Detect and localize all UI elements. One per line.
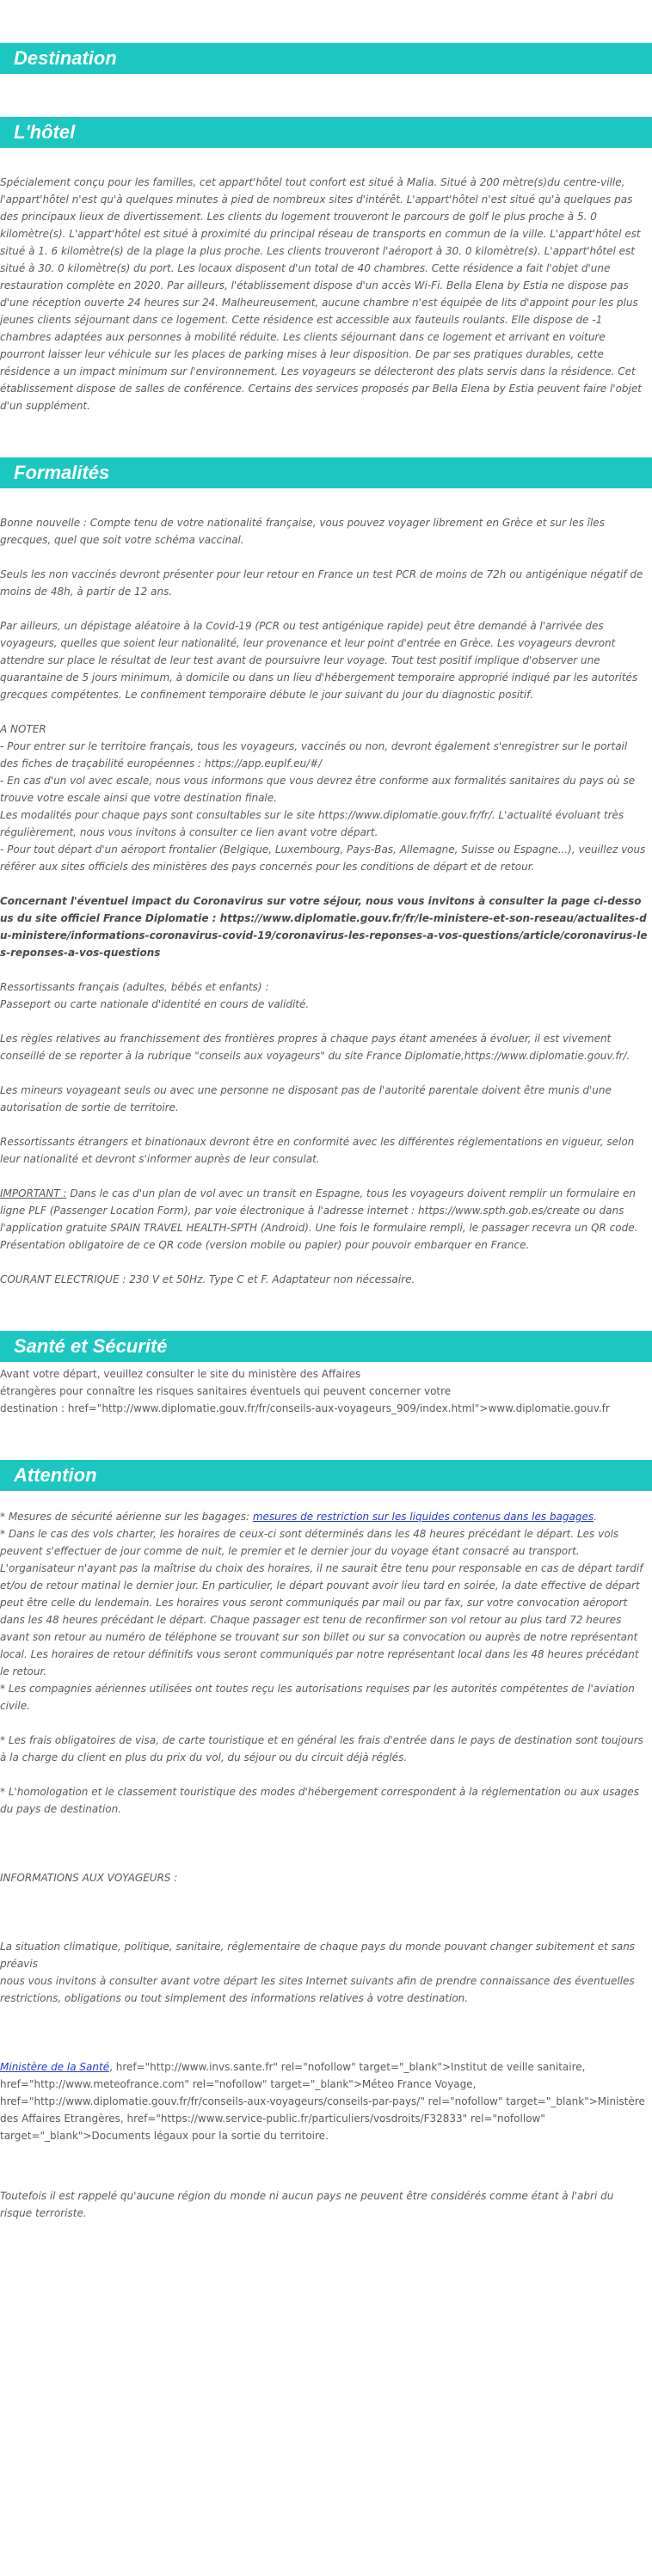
note-item: - En cas d'un vol avec escale, nous vous informons que vous devrez être conforme aux formalités sanitaires du pays où se trouve votre escale ainsi que votre destination finale. [0, 775, 636, 804]
note-item: - Pour tout départ d'un aéroport frontalier (Belgique, Luxembourg, Pays-Bas, Allemagne, Suisse ou Espagne...), veuillez vous référer aux sites officiels des ministères des pays concernés pour les conditions de départ et de retour. [0, 843, 646, 873]
hotel-description-text: Spécialement conçu pour les familles, cet appart'hôtel tout confort est situé à Malia. Situé à 200 mètre(s)du centre-ville, l'appart'hôtel n'est qu'à quelques minutes à pied de nombreux sites d'intérêt. L'appart'hôtel n'est situé qu'à quelques pas des principaux lieux de divertissement. Les clients du logement trouveront le parcours de golf le plus proche à 5. 0 kilomètre(s). L'appart'hôtel est situé à proximité du principal réseau de transports en commun de la ville. L'appart'hôtel est situé à 1. 6 kilomètre(s) de la plage la plus proche. Les clients trouveront l'aéroport à 30. 0 kilomètre(s). L'appart'hôtel est situé à 30. 0 kilomètre(s) du port. Les locaux disposent d'un total de 40 chambres. Cette résidence a fait l'objet d'une restauration complète en 2020. Par ailleurs, l'établissement dispose d'un accès Wi-Fi. Bella Elena by Estia ne dispose pas d'une réception ouverte 24 heures sur 24. Malheureusement, aucune chambre n'est équipée de lits d'appoint pour les plus jeunes clients séjournant dans ce logement. Cette résidence est accessible aux fauteuils roulants. Elle dispose de -1 chambres adaptées aux personnes à mobilité réduite. Les clients séjournant dans ce logement et arrivant en voiture pourront laisser leur véhicule sur les places de parking mises à leur disposition. De par ses pratiques durables, cette résidence a un impact minimum sur l'environnement. Les voyageurs se délecteront des plats servis dans la résidence. Cet établissement dispose de salles de conférence. Certains des services proposés par Bella Elena by Estia peuvent faire l'objet d'un supplément. [0, 176, 642, 412]
important-label: IMPORTANT : [0, 1187, 67, 1199]
info-title: INFORMATIONS AUX VOYAGEURS : [0, 1872, 178, 1884]
links-text: , href="http://www.invs.sante.fr" rel="nofollow" target="_blank">Institut de veille sanitaire, href="http://www.meteofrance.com" rel="nofollow" target="_blank">Méteo France Voyage, href="http://www.diplomatie.gouv.fr/fr/conseils-aux-voyageurs/conseils-par-pays/" rel="nofollow" target="_blank">Ministère des Affaires Etrangères, href="https://www.service-public.fr/particuliers/vosdroits/F32833" rel="nofollow" target="_blank">Documents légaux pour la sortie du territoire. [0, 2061, 645, 2142]
formalites-para: Seuls les non vaccinés devront présenter pour leur retour en France un test PCR de moins de 72h ou antigénique négatif de moins de 48h, à partir de 12 ans. [0, 568, 643, 598]
hotel-description [0, 174, 652, 414]
section-title-attention: Attention [0, 1460, 652, 1491]
formalites-para: Bonne nouvelle : Compte tenu de votre nationalité française, vous pouvez voyager librement en Grèce et sur les îles grecques, quel que soit votre schéma vaccinal. [0, 517, 605, 546]
sante-line: étrangères pour connaître les risques sanitaires éventuels qui peuvent concerner votre [0, 1385, 452, 1397]
page [0, 43, 652, 2222]
situation-para: La situation climatique, politique, sanitaire, réglementaire de chaque pays du monde pouvant changer subitement et sans préavis [0, 1941, 636, 1970]
bagages-link[interactable]: mesures de restriction sur les liquides contenus dans les bagages [252, 1511, 594, 1523]
vols-para: * Dans le cas des vols charter, les horaires de ceux-ci sont déterminés dans les 48 heures précédant le départ. Les vols peuvent s'effectuer de jour comme de nuit, le premier et le dernier jour du voyage étant consacré au transport. L'organisateur n'ayant pas la maîtrise du choix des horaires, il ne saurait être tenu pour responsable en cas de départ tardif et/ou de retour matinal le dernier jour. En particulier, le départ pouvant avoir lieu tard en soirée, la date effective de départ peut être celle du lendemain. Les horaires vous seront communiqués par mail ou par fax, sur votre convocation aéroport dans les 48 heures précédant le départ. Chaque passager est tenu de reconfirmer son vol retour au plus tard 72 heures avant son retour au numéro de téléphone se trouvant sur son billet ou sur sa convocation ou auprès de notre représentant local. Les horaires de retour définitifs vous seront communiqués par notre représentant local dans les 48 heures précédant le retour. [0, 1528, 643, 1677]
ressortissants-title: Ressortissants français (adultes, bébés et enfants) : [0, 981, 269, 993]
courant-para: COURANT ELECTRIQUE : 230 V et 50Hz. Type C et F. Adaptateur non nécessaire. [0, 1273, 415, 1285]
formalites-para: Par ailleurs, un dépistage aléatoire à la Covid-19 (PCR ou test antigénique rapide) peut être demandé à l'arrivée des voyageurs, quelles que soient leur nationalité, leur provenance et leur point d'entrée en Grèce. Les voyageurs devront attendre sur place le résultat de leur test avant de poursuivre leur voyage. Tout test positif implique d'observer une quarantaine de 5 jours minimum, à domicile ou dans un lieu d'hébergement temporaire approprié indiqué par les autorités grecques compétentes. Le confinement temporaire débute le jour suivant du jour du diagnostic positif. [0, 620, 638, 701]
sante-line: destination : href="http://www.diplomatie.gouv.fr/fr/conseils-aux-voyageurs_909/index.html">www.diplomatie.gouv.fr [0, 1402, 610, 1414]
terrorisme-para: Toutefois il est rappelé qu'aucune région du monde ni aucun pays ne peuvent être considérés comme étant à l'abri du risque terroriste. [0, 2190, 614, 2219]
bagages-para [0, 1508, 649, 1525]
homologation-para: * L'homologation et le classement touristique des modes d'hébergement correspondent à la réglementation ou aux usages du pays de destination. [0, 1786, 639, 1815]
note-item: Les modalités pour chaque pays sont consultables sur le site https://www.diplomatie.gouv.fr/fr/. L'actualité évoluant très régulièrement, nous vous invitons à consulter ce lien avant votre départ. [0, 809, 624, 838]
sante-content [0, 1365, 652, 1417]
mineurs-para: Les mineurs voyageant seuls ou avec une personne ne disposant pas de l'autorité parentale doivent être munis d'une autorisation de sortie de territoire. [0, 1084, 612, 1113]
bagages-suffix: . [594, 1511, 597, 1523]
links-para [0, 2058, 649, 2144]
section-title-destination: Destination [0, 43, 652, 74]
coronavirus-notice: Concernant l'éventuel impact du Coronavirus sur votre séjour, nous vous invitons à consulter la page ci-dessous du site officiel France Diplomatie : https://www.diplomatie.gouv.fr/fr/le-ministere-et-son-reseau/actualites-du-ministere/informations-coronavirus-covid-19/coronavirus-les-reponses-a-vos-questions/article/coronavirus-les-reponses-a-vos-questions [0, 895, 648, 959]
situation-para: nous vous invitons à consulter avant votre départ les sites Internet suivants afin de prendre connaissance des éventuelles restrictions, obligations ou tout simplement des informations relatives à votre destination. [0, 1975, 635, 2004]
note-title: A NOTER [0, 723, 46, 735]
regles-para: Les règles relatives au franchissement des frontières propres à chaque pays étant amenées à évoluer, il est vivement conseillé de se reporter à la rubrique "conseils aux voyageurs" du site France Diplomatie,https://www.diplomatie.gouv.fr/. [0, 1033, 630, 1062]
etrangers-para: Ressortissants étrangers et binationaux devront être en conformité avec les différentes réglementations en vigueur, selon leur nationalité et devront s'informer auprès de leur consulat. [0, 1136, 635, 1165]
attention-content [0, 1508, 652, 2222]
formalites-content [0, 514, 652, 1288]
section-title-formalites: Formalités [0, 457, 652, 488]
compagnies-para: * Les compagnies aériennes utilisées ont toutes reçu les autorisations requises par les autorités compétentes de l'aviation civile. [0, 1683, 635, 1712]
sante-line: Avant votre départ, veuillez consulter le site du ministère des Affaires [0, 1368, 361, 1380]
section-title-hotel: L'hôtel [0, 117, 652, 148]
sante-ministry-link[interactable]: Ministère de la Santé [0, 2061, 110, 2073]
frais-para: * Les frais obligatoires de visa, de carte touristique et en général les frais d'entrée dans le pays de destination sont toujours à la charge du client en plus du prix du vol, du séjour ou du circuit déjà réglés. [0, 1734, 643, 1763]
ressortissants-text: Passeport ou carte nationale d'identité en cours de validité. [0, 998, 310, 1010]
section-title-sante: Santé et Sécurité [0, 1331, 652, 1362]
bagages-prefix: * Mesures de sécurité aérienne sur les bagages: [0, 1511, 253, 1523]
important-text: Dans le cas d'un plan de vol avec un transit en Espagne, tous les voyageurs doivent remplir un formulaire en ligne PLF (Passenger Location Form), par voie électronique à l'adresse internet : https://www.spth.gob.es/create ou dans l'application gratuite SPAIN TRAVEL HEALTH-SPTH (Android). Une fois le formulaire rempli, le passager recevra un QR code. Présentation obligatoire de ce QR code (version mobile ou papier) pour pouvoir embarquer en France. [0, 1187, 638, 1251]
note-item: - Pour entrer sur le territoire français, tous les voyageurs, vaccinés ou non, devront également s'enregistrer sur le portail des fiches de traçabilité européennes : https://app.euplf.eu/#/ [0, 740, 628, 770]
important-para [0, 1185, 649, 1254]
